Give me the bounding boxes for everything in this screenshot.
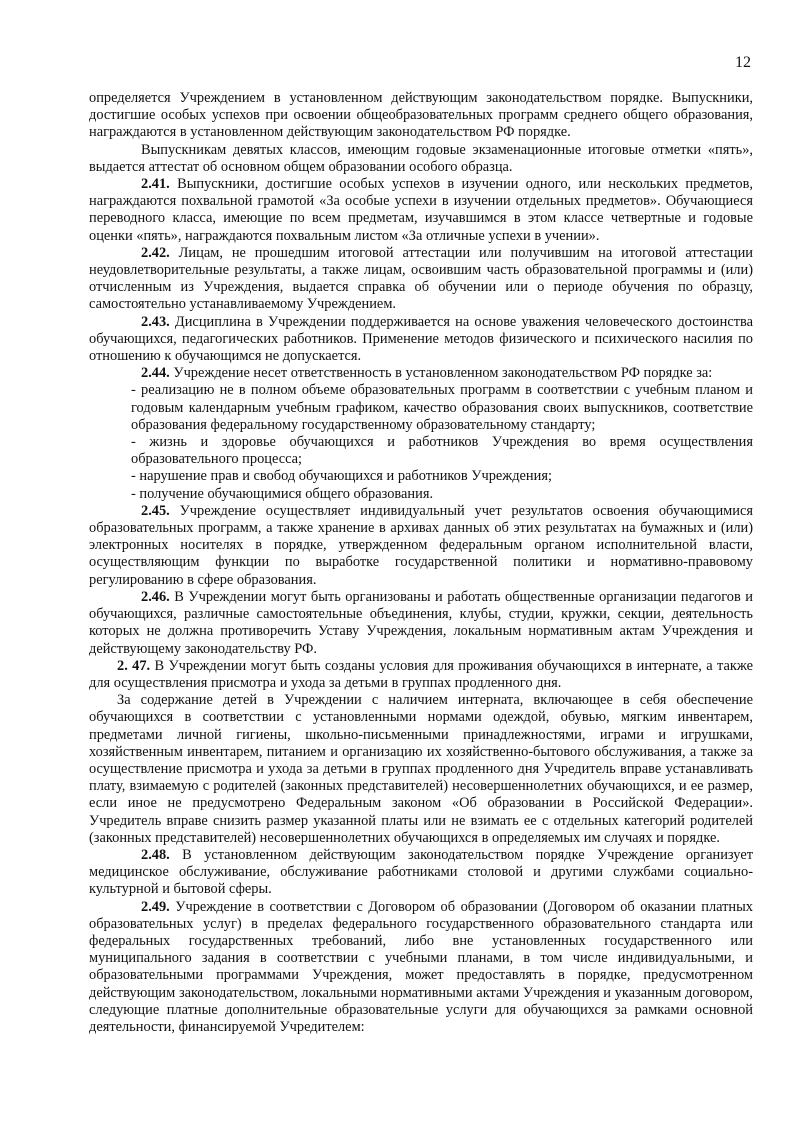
paragraph-text: В Учреждении могут быть организованы и работать общественные организации педагогов и обучающихся, различные самостоятельные объединения, клубы, студии, кружки, секции, деятельность которых не должна противоречить Уставу Учреждения, локальным нормативным актам Учреждения и действующему законодательству РФ.: [89, 588, 753, 657]
list-item: [89, 434, 753, 468]
paragraph-2-45: [89, 503, 753, 589]
paragraph-2-43: [89, 314, 753, 366]
clause-number: 2.44.: [141, 365, 170, 382]
document-body: [89, 90, 753, 1036]
paragraph-text: В установленном действующим законодательством порядке Учреждение организует медицинское обслуживание, обслуживание работниками столовой и другими службами социально-культурной и бытовой сферы.: [89, 846, 753, 898]
list-item: [89, 382, 753, 434]
paragraph-text: Лицам, не прошедшим итоговой аттестации или получившим на итоговой аттестации неудовлетворительные результаты, а также лицам, освоившим часть образовательной программы и (или) отчисленным из Учреждения, выдается справка об обучении или о периоде обучения по образцу, самостоятельно устанавливаемому Учреждением.: [89, 244, 753, 313]
paragraph-text: - нарушение прав и свобод обучающихся и работников Учреждения;: [131, 468, 552, 485]
list-item: [89, 468, 753, 485]
paragraph-text: Выпускники, достигшие особых успехов в изучении одного, или нескольких предметов, награждаются похвальной грамотой «За особые успехи в изучении отдельных предметов». Обучающиеся переводного класса, имеющие по всем предметам, изучавшимся в этом классе четвертные и годовые оценки «пять», награждаются похвальным листом «За отличные успехи в учении».: [89, 176, 753, 244]
page-number: 12: [735, 54, 751, 71]
clause-number: 2.46.: [141, 588, 170, 605]
paragraph-text: Учреждение в соответствии с Договором об образовании (Договором об оказании платных образовательных услуг) в пределах федерального государственного образовательного стандарта или федеральных государственных требований, либо вне установленных государственного или муниципального задания в соответствии с учебными планами, в том числе индивидуальными, и образовательными программами Учреждения, может предоставлять в порядке, предусмотренном действующим законодательством, локальными нормативными актами Учреждения и указанным договором, следующие платные дополнительные образовательные услуги для обучающихся за рамками основной деятельности, финансируемой Учредителем:: [89, 898, 753, 1035]
paragraph-2-48: [89, 847, 753, 899]
clause-number: 2.49.: [141, 898, 170, 915]
paragraph-text: Учреждение несет ответственность в установленном законодательством РФ порядке за:: [169, 365, 713, 382]
paragraph-2-44: [89, 365, 753, 382]
list-item: [89, 486, 753, 503]
paragraph-boarding-fee: [89, 692, 753, 847]
clause-number: 2.42.: [141, 244, 170, 261]
paragraph-text: Учреждение осуществляет индивидуальный учет результатов освоения обучающимися образовательных программ, а также хранение в архивах данных об этих результатах на бумажных и (или) электронных носителях в порядке, утвержденном федеральным органом исполнительной власти, осуществляющим функции по выработке государственной политики и нормативно-правовому регулированию в сфере образования.: [89, 502, 753, 588]
paragraph-2-49: [89, 899, 753, 1037]
clause-number: 2.41.: [141, 176, 170, 193]
paragraph-text: определяется Учреждением в установленном действующим законодательством порядке. Выпускники, достигшие особых успехов при освоении общеобразовательных программ среднего общего образования, награждаются в установленном действующим законодательством РФ порядке.: [89, 90, 753, 141]
paragraph-2-47: [89, 658, 753, 692]
clause-number: 2.48.: [141, 846, 170, 863]
paragraph-text: Выпускникам девятых классов, имеющим годовые экзаменационные итоговые отметки «пять», выдается аттестат об основном общем образовании особого образца.: [89, 141, 753, 175]
paragraph-text: За содержание детей в Учреждении с наличием интерната, включающее в себя обеспечение обучающихся в соответствии с установленными нормами одеждой, обувью, мягким инвентарем, предметами личной гигиены, школьно-письменными принадлежностями, играми и игрушками, хозяйственным инвентарем, питанием и организацию их хозяйственно-бытового обслуживания, а также за осуществление присмотра и ухода за детьми в группах продленного дня Учредитель вправе устанавливать плату, взимаемую с родителей (законных представителей) несовершеннолетних обучающихся, и ее размер, если иное не предусмотрено Федеральным законом «Об образовании в Российской Федерации». Учредитель вправе снизить размер указанной платы или не взимать ее с отдельных категорий родителей (законных представителей) несовершеннолетних обучающихся в определяемых им случаях и порядке.: [89, 692, 753, 846]
paragraph-2-42: [89, 245, 753, 314]
paragraph-graduates-ninth: [89, 142, 753, 176]
paragraph-text: В Учреждении могут быть созданы условия для проживания обучающихся в интернате, а также для осуществления присмотра и ухода за детьми в группах продленного дня.: [89, 657, 753, 691]
paragraph-text: - жизнь и здоровье обучающихся и работников Учреждения во время осуществления образовательного процесса;: [131, 434, 753, 468]
paragraph-text: - получение обучающимися общего образования.: [131, 485, 434, 502]
clause-number: 2. 47.: [117, 657, 151, 674]
paragraph-2-41: [89, 176, 753, 245]
paragraph-2-46: [89, 589, 753, 658]
paragraph-text: Дисциплина в Учреждении поддерживается на основе уважения человеческого достоинства обучающихся, педагогических работников. Применение методов физического и психического насилия по отношению к обучающимся не допускается.: [89, 313, 753, 365]
clause-number: 2.45.: [141, 502, 170, 519]
paragraph-continuation: [89, 90, 753, 142]
paragraph-text: - реализацию не в полном объеме образовательных программ в соответствии с учебным планом и годовым календарным учебным графиком, качество образования своих выпускников, соответствие образования федеральному государственному образовательному стандарту;: [131, 382, 753, 433]
clause-number: 2.43.: [141, 313, 170, 330]
